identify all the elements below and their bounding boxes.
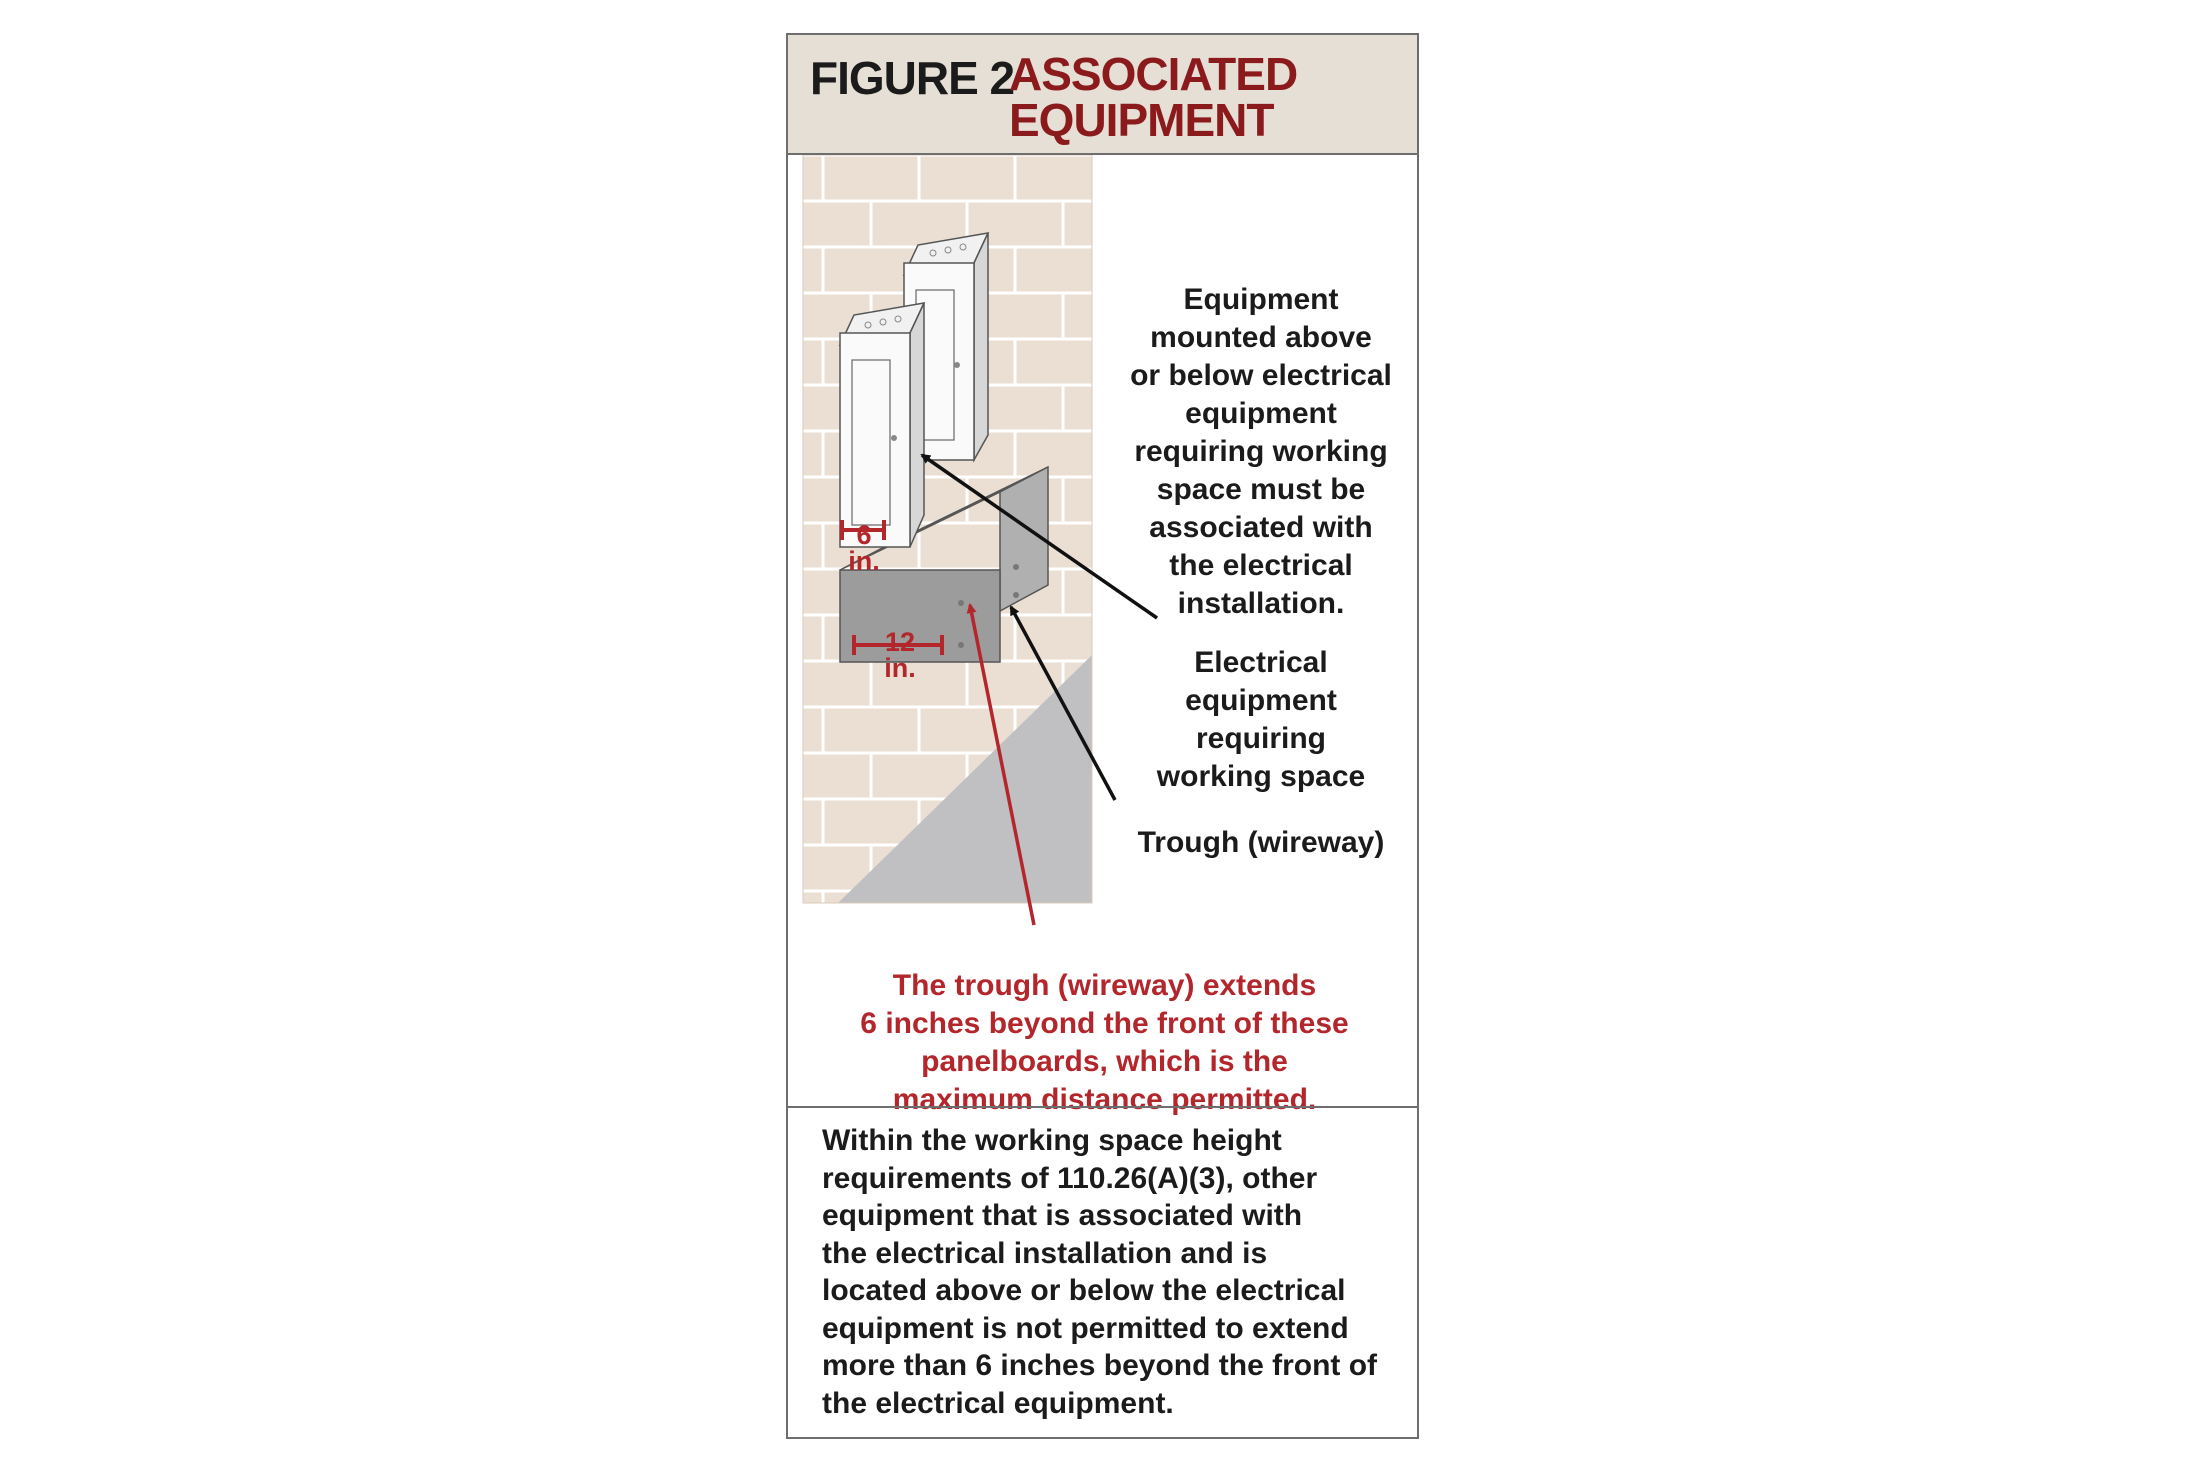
figure-title: ASSOCIATED EQUIPMENT [1009, 48, 1298, 146]
illustration [788, 155, 1417, 1142]
label-equipment-above-below: Equipment mounted above or below electrical equipment requiring working space must be associated with the electrical installation. [1130, 283, 1392, 620]
caption-section [788, 1106, 1417, 1439]
label-trough: Trough (wireway) [1137, 826, 1385, 859]
figure-caption: Within the working space height requirements of 110.26(A)(3), other equipment that is associated with the electrical installation and is located above or below the electrical equipment is not permitted to extend more than 6 inches beyond the front of the electrical equipment. [822, 1124, 1378, 1420]
panelboard-front [840, 303, 924, 547]
figure-number: FIGURE 2 [810, 52, 1015, 104]
figure-card [786, 33, 1419, 1439]
figure-header [788, 35, 1417, 155]
label-electrical-equipment: Electrical equipment requiring working space [1156, 646, 1366, 793]
dimension-6-label: 6 in. [848, 520, 880, 576]
dimension-12-label: 12 in. [884, 627, 916, 683]
label-trough-extends: The trough (wireway) extends 6 inches beyond the front of these panelboards, which is the maximum distance permitted. [860, 969, 1349, 1116]
